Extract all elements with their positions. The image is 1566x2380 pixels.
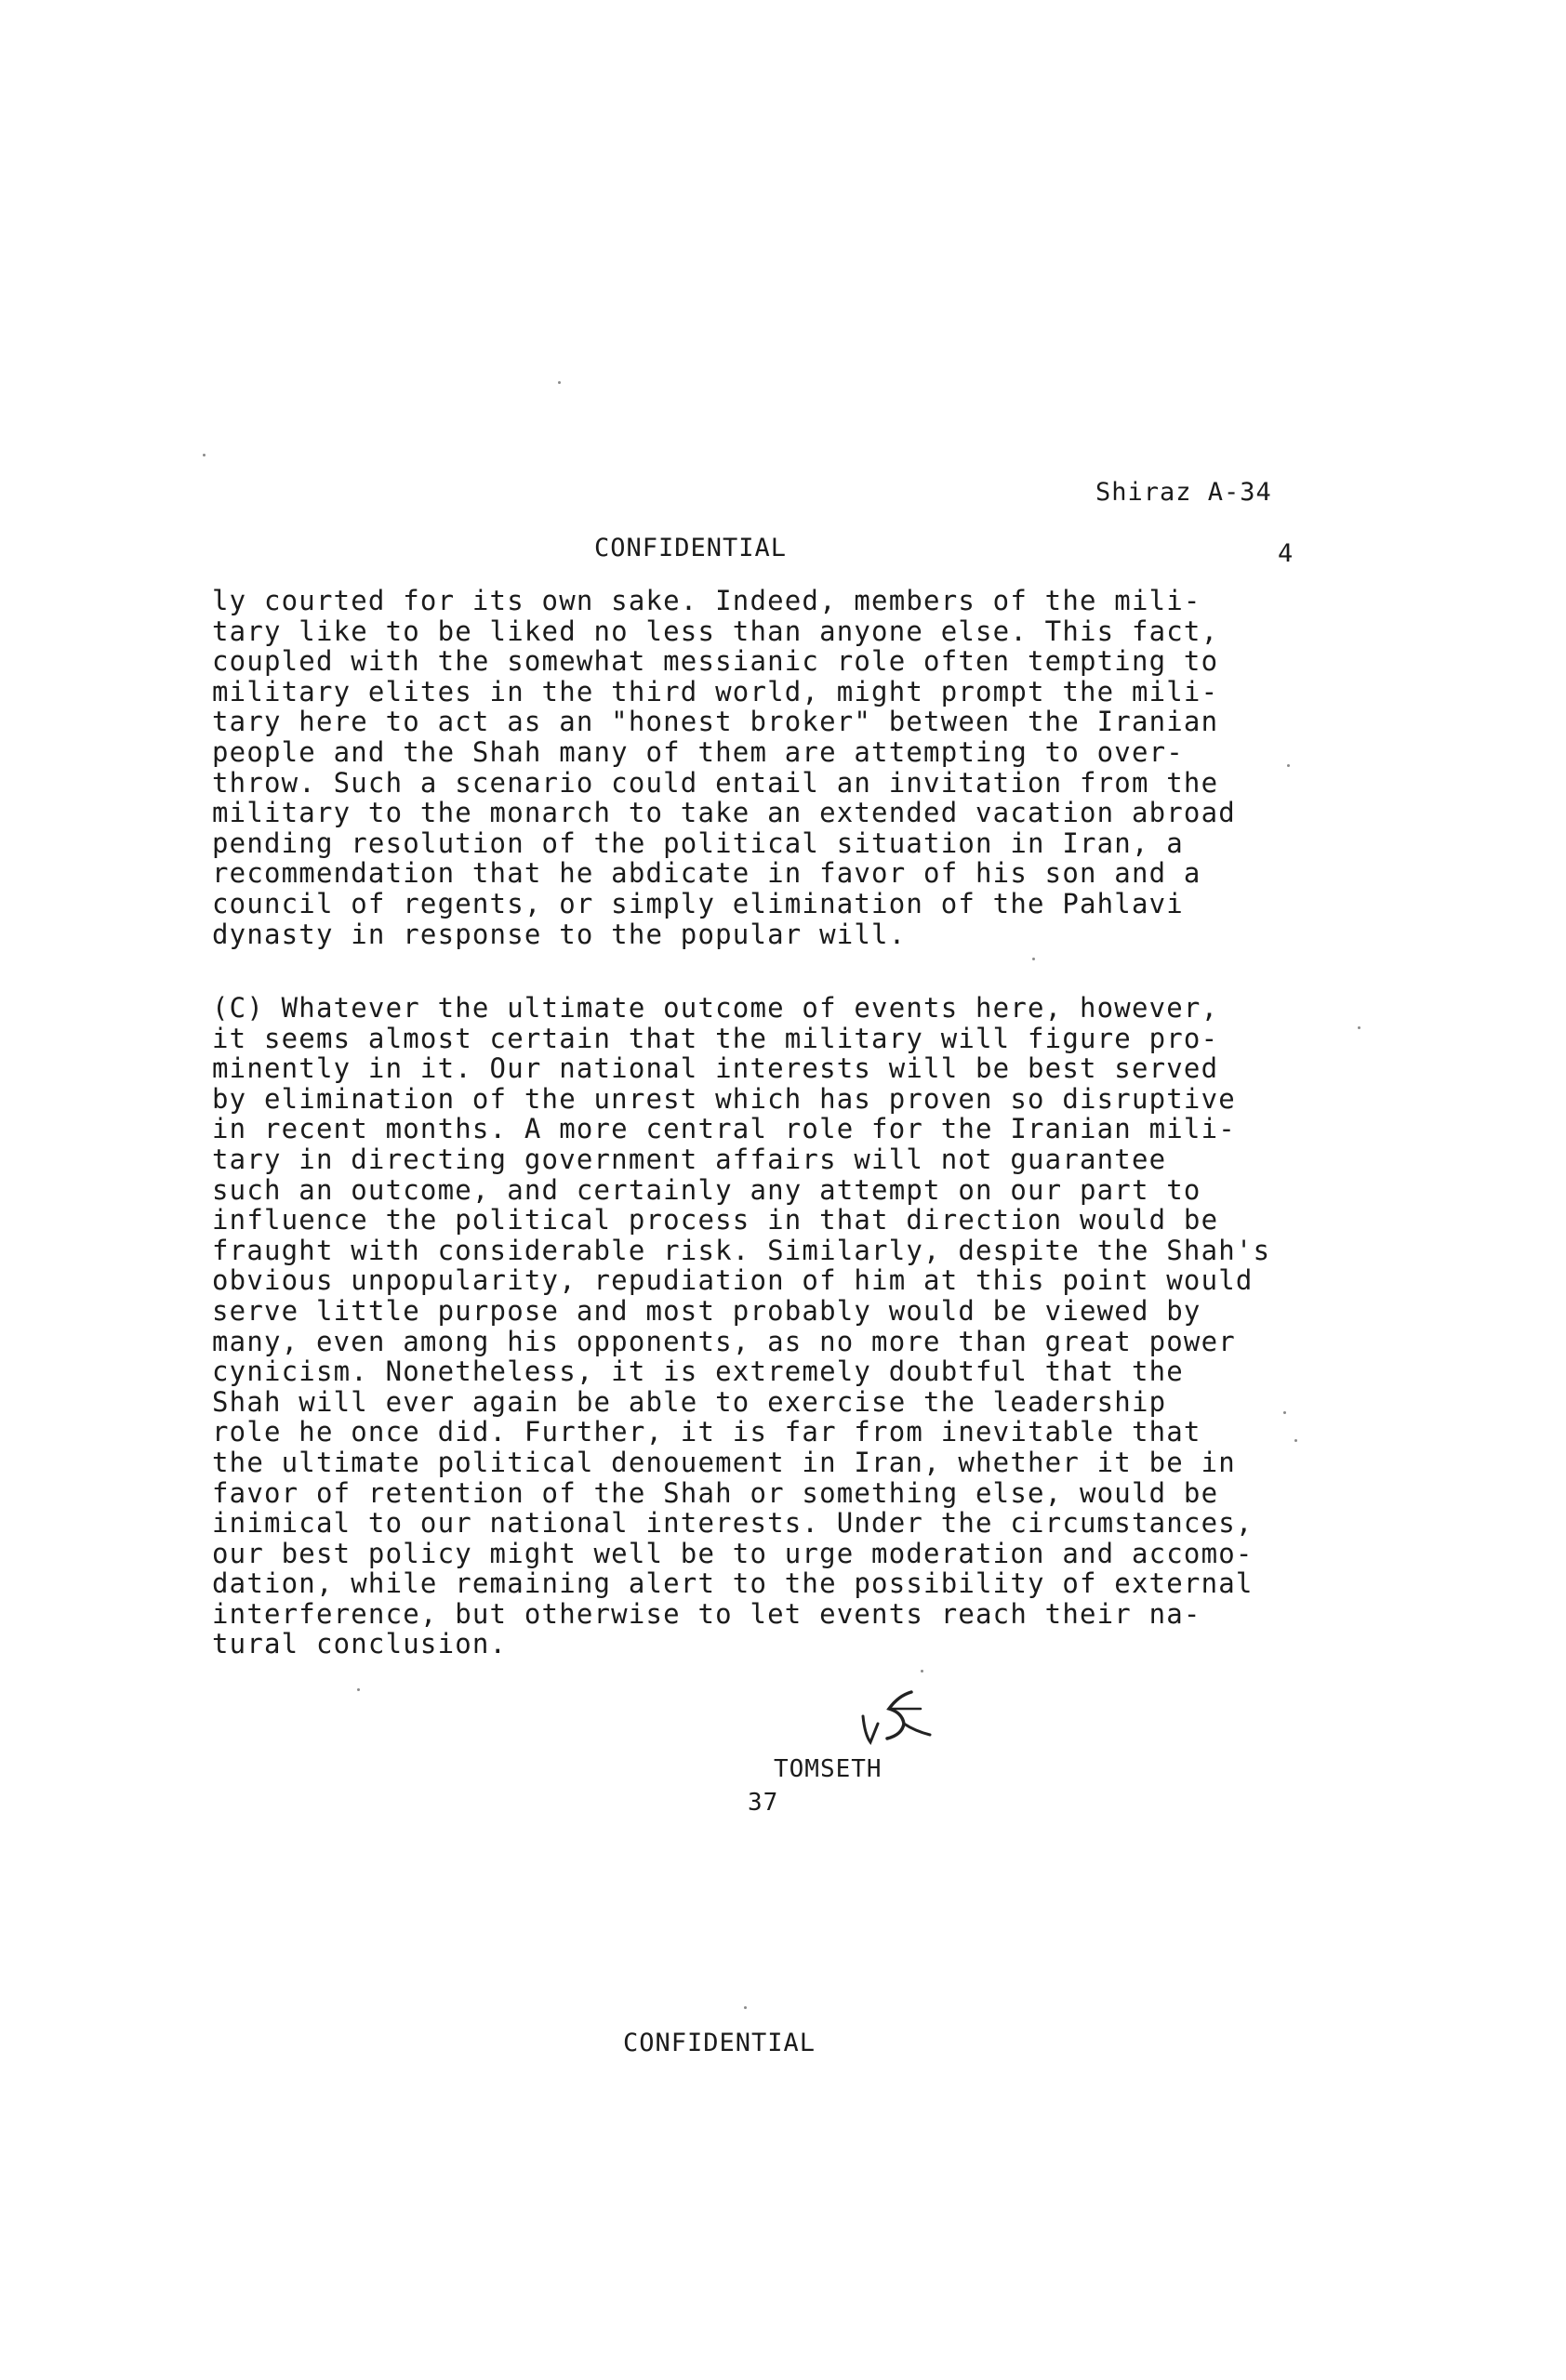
scan-speck bbox=[1287, 764, 1290, 767]
text-line: in recent months. A more central role for the Iranian mili- bbox=[212, 1113, 1236, 1145]
text-line: (C) Whatever the ultimate outcome of events here, however, bbox=[212, 992, 1219, 1024]
text-line: serve little purpose and most probably would be viewed by bbox=[212, 1294, 1201, 1327]
text-line: tary here to act as an "honest broker" between the Iranian bbox=[212, 706, 1219, 738]
classification-footer: CONFIDENTIAL bbox=[623, 2029, 816, 2057]
paragraph-2 bbox=[212, 993, 1328, 1659]
text-line: role he once did. Further, it is far from inevitable that bbox=[212, 1416, 1201, 1448]
scan-speck bbox=[1358, 1026, 1360, 1029]
text-line: interference, but otherwise to let events reach their na- bbox=[212, 1597, 1201, 1630]
text-line: tary in directing government affairs will not guarantee bbox=[212, 1143, 1167, 1175]
text-line: ly courted for its own sake. Indeed, members of the mili- bbox=[212, 585, 1201, 616]
text-line: obvious unpopularity, repudiation of him at this point would bbox=[212, 1264, 1254, 1297]
text-line: military elites in the third world, might prompt the mili- bbox=[212, 675, 1219, 707]
text-line: minently in it. Our national interests will be best served bbox=[212, 1052, 1219, 1085]
text-line: our best policy might well be to urge moderation and accomo- bbox=[212, 1537, 1254, 1569]
text-line: by elimination of the unrest which has proven so disruptive bbox=[212, 1082, 1236, 1115]
text-line: tary like to be liked no less than anyone else. This fact, bbox=[212, 615, 1219, 647]
scan-speck bbox=[558, 381, 561, 384]
scan-speck bbox=[203, 454, 206, 456]
handwritten-initials bbox=[854, 1681, 956, 1755]
text-line: Shah will ever again be able to exercise the leadership bbox=[212, 1385, 1167, 1418]
text-line: military to the monarch to take an extended vacation abroad bbox=[212, 797, 1236, 829]
document-reference: Shiraz A-34 bbox=[1095, 478, 1272, 507]
scan-speck bbox=[1032, 958, 1035, 960]
text-line: favor of retention of the Shah or something else, would be bbox=[212, 1476, 1219, 1509]
scan-speck bbox=[357, 1688, 360, 1691]
text-line: many, even among his opponents, as no more than great power bbox=[212, 1325, 1236, 1357]
signatory-number: 37 bbox=[748, 1789, 779, 1817]
text-line: the ultimate political denouement in Iran, whether it be in bbox=[212, 1446, 1236, 1478]
scan-speck bbox=[744, 2006, 747, 2009]
signatory-name: TOMSETH bbox=[774, 1755, 883, 1783]
scan-speck bbox=[1294, 1439, 1297, 1442]
text-line: throw. Such a scenario could entail an invitation from the bbox=[212, 766, 1219, 799]
text-line: cynicism. Nonetheless, it is extremely doubtful that the bbox=[212, 1355, 1184, 1388]
text-line: tural conclusion. bbox=[212, 1628, 508, 1660]
page-number: 4 bbox=[1278, 539, 1294, 568]
text-line: inimical to our national interests. Under the circumstances, bbox=[212, 1507, 1254, 1540]
scan-speck bbox=[1283, 1411, 1286, 1414]
text-line: influence the political process in that direction would be bbox=[212, 1204, 1219, 1236]
text-line: such an outcome, and certainly any attempt on our part to bbox=[212, 1173, 1201, 1206]
text-line: pending resolution of the political situation in Iran, a bbox=[212, 826, 1184, 859]
scan-speck bbox=[921, 1670, 923, 1673]
paragraph-1 bbox=[212, 586, 1328, 949]
classification-header: CONFIDENTIAL bbox=[594, 534, 788, 562]
text-line: dation, while remaining alert to the possibility of external bbox=[212, 1567, 1254, 1600]
text-line: it seems almost certain that the military will figure pro- bbox=[212, 1022, 1219, 1054]
text-line: people and the Shah many of them are attempting to over- bbox=[212, 735, 1184, 768]
text-line: dynasty in response to the popular will. bbox=[212, 918, 907, 950]
text-line: council of regents, or simply elimination of the Pahlavi bbox=[212, 887, 1184, 919]
text-line: fraught with considerable risk. Similarly, despite the Shah's bbox=[212, 1234, 1271, 1266]
text-line: recommendation that he abdicate in favor of his son and a bbox=[212, 857, 1201, 890]
text-line: coupled with the somewhat messianic role often tempting to bbox=[212, 645, 1219, 678]
